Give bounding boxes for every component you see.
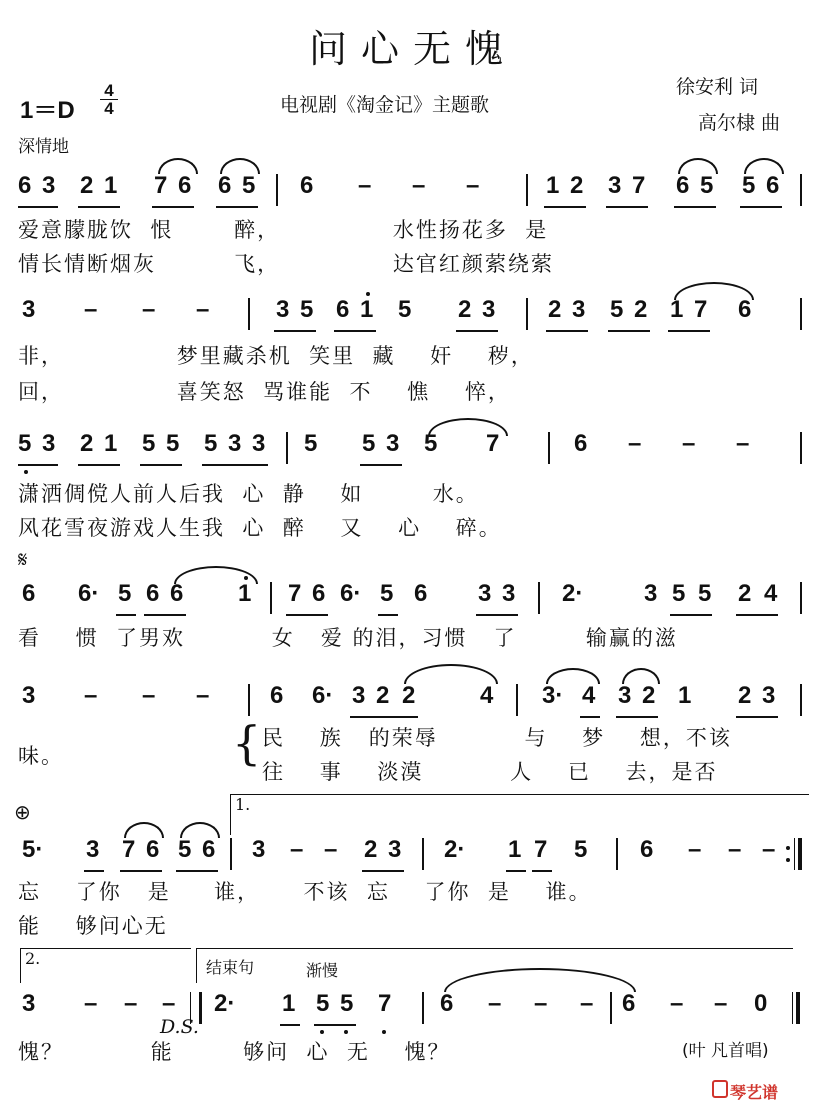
underline-beam	[84, 870, 104, 872]
note: 1	[282, 990, 296, 1017]
notes-row-7	[18, 990, 808, 1026]
slur	[174, 566, 258, 584]
note: 6	[18, 172, 32, 199]
underline-beam	[456, 330, 498, 332]
underline-beam	[740, 206, 782, 208]
note: 0	[754, 990, 768, 1017]
note: –	[670, 990, 684, 1017]
barline	[516, 684, 518, 716]
composer-credit: 高尔棣 曲	[698, 112, 781, 134]
notes-row-5	[18, 682, 808, 718]
barline	[800, 298, 802, 330]
note: 3	[482, 296, 496, 323]
note: 5	[698, 580, 712, 607]
note: 3	[388, 836, 402, 863]
underline-beam	[78, 464, 120, 466]
note: 5	[340, 990, 354, 1017]
slur	[124, 822, 164, 838]
note: 6·	[340, 580, 362, 607]
note: 5	[672, 580, 686, 607]
note: 3	[572, 296, 586, 323]
underline-beam	[202, 464, 268, 466]
slur	[158, 158, 198, 174]
underline-beam	[546, 330, 588, 332]
underline-beam	[144, 614, 186, 616]
barline	[248, 684, 250, 716]
underline-beam	[274, 330, 316, 332]
note: 5	[242, 172, 256, 199]
note: –	[162, 990, 176, 1017]
note: –	[324, 836, 338, 863]
note: 2	[80, 172, 94, 199]
note: 7	[486, 430, 500, 457]
note: 5	[574, 836, 588, 863]
underline-beam	[362, 870, 404, 872]
barline	[526, 174, 528, 206]
subtitle: 电视剧《淘金记》主题歌	[280, 94, 490, 116]
note: 3	[386, 430, 400, 457]
note: 6	[202, 836, 216, 863]
note: 6	[218, 172, 232, 199]
lyricist-credit: 徐安利 词	[676, 76, 759, 98]
singer-credit: (叶 凡首唱)	[682, 1041, 769, 1061]
note: –	[488, 990, 502, 1017]
underline-beam	[78, 206, 120, 208]
octave-dot-below	[320, 1030, 324, 1034]
underline-beam	[674, 206, 716, 208]
note: –	[290, 836, 304, 863]
note: 5	[362, 430, 376, 457]
note: –	[196, 296, 210, 323]
note: –	[358, 172, 372, 199]
lyric-verse-2: 往 事 淡漠 人 已 去，是否	[262, 760, 718, 784]
slur	[404, 664, 498, 684]
underline-beam	[120, 870, 162, 872]
logo-icon	[712, 1080, 728, 1098]
underline-beam	[18, 464, 58, 466]
note: 6	[414, 580, 428, 607]
note: 3	[228, 430, 242, 457]
note: 1	[508, 836, 522, 863]
lyric-verse-1: 爱意朦胧饮 恨 醉， 水性扬花多 是	[18, 218, 549, 242]
note: –	[84, 682, 98, 709]
underline-beam	[608, 330, 650, 332]
underline-beam	[506, 870, 526, 872]
note: –	[466, 172, 480, 199]
note: 7	[288, 580, 302, 607]
barline	[800, 582, 802, 614]
barline	[548, 432, 550, 464]
note: 3	[22, 990, 36, 1017]
lyric-verse-2: 风花雪夜游戏人生我 心 醉 又 心 碎。	[18, 516, 502, 540]
underline-beam	[280, 1024, 300, 1026]
note: 5	[610, 296, 624, 323]
underline-beam	[736, 614, 778, 616]
note: –	[580, 990, 594, 1017]
note: 3	[86, 836, 100, 863]
note: 2	[642, 682, 656, 709]
barline	[526, 298, 528, 330]
volta-1	[230, 794, 809, 835]
note: 6	[676, 172, 690, 199]
note: 2·	[562, 580, 584, 607]
slur	[674, 282, 754, 300]
lyric-ending: 愧？ 能 够问 心 无 愧？	[18, 1040, 451, 1064]
note: 1	[360, 296, 374, 323]
barline	[422, 992, 424, 1024]
note: 4	[582, 682, 596, 709]
note: 3	[22, 296, 36, 323]
note: 2·	[444, 836, 466, 863]
barline	[538, 582, 540, 614]
barline	[800, 684, 802, 716]
note: 1	[670, 296, 684, 323]
note: 6	[766, 172, 780, 199]
octave-dot-below	[382, 1030, 386, 1034]
note: 3·	[542, 682, 564, 709]
notes-row-6	[18, 836, 808, 872]
barline	[276, 174, 278, 206]
tempo-marking: 深情地	[18, 137, 69, 157]
note: 5·	[22, 836, 44, 863]
note: 7	[694, 296, 708, 323]
note: 5	[316, 990, 330, 1017]
coda-sign: ⊕	[14, 800, 31, 824]
note: 2	[80, 430, 94, 457]
note: 1	[678, 682, 692, 709]
note: 2	[402, 682, 416, 709]
note: –	[762, 836, 776, 863]
note: 6	[738, 296, 752, 323]
underline-beam	[606, 206, 648, 208]
note: 2	[458, 296, 472, 323]
note: 5	[18, 430, 32, 457]
barline	[800, 174, 802, 206]
segno-sign: 𝄋	[18, 548, 28, 573]
ending-label: 结束句	[206, 958, 255, 977]
note: –	[124, 990, 138, 1017]
note: 4	[764, 580, 778, 607]
barline	[422, 838, 424, 870]
note: 3	[22, 682, 36, 709]
note: –	[84, 990, 98, 1017]
note: 2	[738, 682, 752, 709]
octave-dot-below	[344, 1030, 348, 1034]
octave-dot-below	[24, 470, 28, 474]
note: 3	[276, 296, 290, 323]
underline-beam	[360, 464, 402, 466]
ritardando-label: 渐慢	[306, 961, 339, 980]
barline	[800, 432, 802, 464]
note: –	[688, 836, 702, 863]
note: –	[714, 990, 728, 1017]
note: 6	[22, 580, 36, 607]
time-signature-bottom: 4	[104, 99, 114, 118]
underline-beam	[18, 206, 58, 208]
underline-beam	[616, 716, 658, 718]
note: 6·	[312, 682, 334, 709]
lyric-verse-2: 情长情断烟灰 飞， 达官红颜萦绕萦	[18, 252, 554, 276]
note: 2	[376, 682, 390, 709]
note: 6	[170, 580, 184, 607]
note: 3	[618, 682, 632, 709]
note: 5	[424, 430, 438, 457]
underline-beam	[544, 206, 586, 208]
barline	[610, 992, 612, 1024]
verse-brace: {	[232, 716, 262, 770]
underline-beam	[216, 206, 258, 208]
note: 6	[440, 990, 454, 1017]
note: 7	[534, 836, 548, 863]
underline-beam	[116, 614, 136, 616]
note: 3	[42, 172, 56, 199]
note: –	[736, 430, 750, 457]
repeat-barline	[790, 838, 802, 870]
note: 2	[738, 580, 752, 607]
slur	[180, 822, 220, 838]
note: 3	[608, 172, 622, 199]
note: 1	[104, 172, 118, 199]
note: –	[142, 682, 156, 709]
underline-beam	[476, 614, 518, 616]
lyric-verse-1: 忘 了你 是 谁， 不该 忘 了你 是 谁。	[18, 880, 592, 904]
time-signature-top: 4	[100, 82, 118, 100]
note: 7	[122, 836, 136, 863]
lyric-verse-2: 回， 喜笑怒 骂谁能 不 憔 悴，	[18, 380, 511, 404]
volta-2	[20, 948, 191, 983]
notes-row-3	[18, 430, 808, 466]
slur	[220, 158, 260, 174]
octave-dot	[366, 292, 370, 296]
underline-beam	[152, 206, 194, 208]
slur	[678, 158, 718, 174]
note: –	[412, 172, 426, 199]
slur	[428, 418, 508, 436]
note: 5	[118, 580, 132, 607]
note: 6	[178, 172, 192, 199]
note: 7	[632, 172, 646, 199]
note: 6	[146, 836, 160, 863]
note: 3	[762, 682, 776, 709]
note: 6	[270, 682, 284, 709]
note: 2	[364, 836, 378, 863]
note: 5	[700, 172, 714, 199]
final-barline	[788, 992, 800, 1024]
note: 1	[546, 172, 560, 199]
underline-beam	[334, 330, 376, 332]
underline-beam	[736, 716, 778, 718]
barline	[270, 582, 272, 614]
lyric-verse-2: 能 够问心无	[18, 914, 168, 938]
note: 6	[640, 836, 654, 863]
note: 2	[570, 172, 584, 199]
note: 5	[304, 430, 318, 457]
note: 3	[42, 430, 56, 457]
note: 3	[252, 836, 266, 863]
underline-beam	[140, 464, 182, 466]
notes-row-1	[18, 172, 808, 208]
note: –	[628, 430, 642, 457]
barline	[230, 838, 232, 870]
note: 5	[166, 430, 180, 457]
barline	[616, 838, 618, 870]
underline-beam	[350, 716, 418, 718]
note: 5	[204, 430, 218, 457]
note: 3	[478, 580, 492, 607]
note: –	[196, 682, 210, 709]
note: –	[534, 990, 548, 1017]
lyric-verse-1: 看 惯 了男欢 女 爱 的泪，习惯 了 输赢的滋	[18, 626, 678, 650]
volta-1-label: 1.	[235, 795, 251, 814]
note: 3	[252, 430, 266, 457]
volta-2-label: 2.	[25, 949, 41, 968]
note: 5	[398, 296, 412, 323]
note: 3	[644, 580, 658, 607]
site-logo[interactable]: 琴艺谱	[730, 1083, 779, 1102]
note: 6	[336, 296, 350, 323]
underline-beam	[532, 870, 552, 872]
note: 2·	[214, 990, 236, 1017]
note: 2	[634, 296, 648, 323]
underline-beam	[176, 870, 218, 872]
note: 3	[352, 682, 366, 709]
slur	[622, 668, 660, 684]
underline-beam	[378, 614, 398, 616]
note: 5	[742, 172, 756, 199]
note: 6	[312, 580, 326, 607]
key-signature: 1＝D	[20, 97, 75, 124]
note: 6·	[78, 580, 100, 607]
note: 2	[548, 296, 562, 323]
note: 4	[480, 682, 494, 709]
note: 6	[574, 430, 588, 457]
note: 5	[178, 836, 192, 863]
note: 5	[380, 580, 394, 607]
note: –	[84, 296, 98, 323]
underline-beam	[286, 614, 328, 616]
slur	[546, 668, 600, 684]
note: 7	[154, 172, 168, 199]
note: 5	[300, 296, 314, 323]
note: –	[728, 836, 742, 863]
note: 7	[378, 990, 392, 1017]
lyric-verse-1: 非， 梦里藏杀机 笑里 藏 奸 秽，	[18, 344, 534, 368]
note: –	[142, 296, 156, 323]
dal-segno-mark: D.S.	[160, 1016, 199, 1038]
note: 1	[238, 580, 252, 607]
lyric-side: 味。	[18, 744, 64, 768]
lyric-verse-1: 潇洒倜傥人前人后我 心 静 如 水。	[18, 482, 479, 506]
note: 6	[622, 990, 636, 1017]
lyric-verse-1: 民 族 的荣辱 与 梦 想，不该	[262, 726, 732, 750]
underline-beam	[670, 614, 712, 616]
underline-beam	[668, 330, 710, 332]
note: 6	[146, 580, 160, 607]
underline-beam	[314, 1024, 356, 1026]
notes-row-4	[18, 580, 808, 616]
underline-beam	[580, 716, 600, 718]
time-signature	[100, 82, 118, 117]
note: 3	[502, 580, 516, 607]
barline	[286, 432, 288, 464]
barline	[248, 298, 250, 330]
notes-row-2	[18, 296, 808, 332]
note: 1	[104, 430, 118, 457]
note: –	[682, 430, 696, 457]
slur	[744, 158, 784, 174]
note: 6	[300, 172, 314, 199]
note: 5	[142, 430, 156, 457]
song-title: 问心无愧	[308, 27, 517, 71]
